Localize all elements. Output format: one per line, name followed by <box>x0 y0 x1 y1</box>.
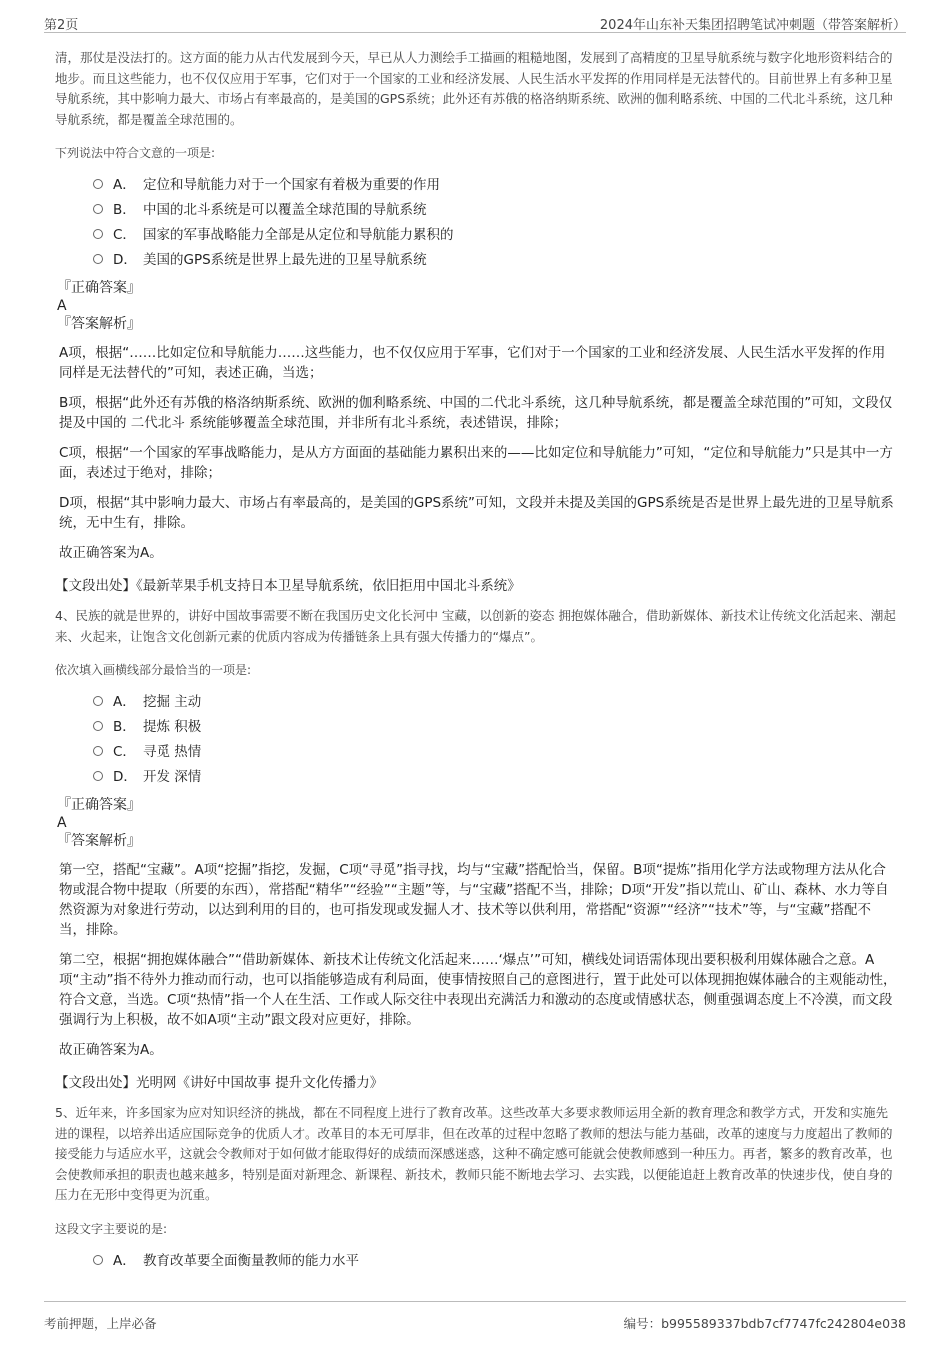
q3-options <box>93 173 897 273</box>
q5-option-a[interactable]: A． 教育改革要全面衡量教师的能力水平 <box>93 1249 897 1274</box>
q4-analysis-label: 『答案解析』 <box>57 833 141 849</box>
q4-option-a[interactable]: A． 挖掘 主动 <box>93 690 897 715</box>
radio-icon[interactable] <box>93 254 103 264</box>
document-id: 编号：b995589337bdb7cf7747fc242804e038 <box>623 1316 906 1331</box>
q3-source: 【文段出处】《最新苹果手机支持日本卫星导航系统，依旧拒用中国北斗系统》 <box>55 578 521 594</box>
q3-analysis-d: D项，根据“其中影响力最大、市场占有率最高的，是美国的GPS系统”可知，文段并未提及美国的GPS系统是否是世界上最先进的卫星导航系统，无中生有，排除。 <box>59 495 894 531</box>
q4-passage: 4、民族的就是世界的，讲好中国故事需要不断在我国历史文化长河中 宝藏，以创新的姿态 拥抱媒体融合，借助新媒体、新技术让传统文化活起来、潮起来、火起来，让饱含文化创新元素的优质内容成为传播链条上具有强大传播力的“爆点”。 <box>55 608 896 644</box>
page-number: 第2页 <box>44 18 79 33</box>
radio-icon[interactable] <box>93 771 103 781</box>
q4-conclusion: 故正确答案为A。 <box>59 1042 163 1058</box>
radio-icon[interactable] <box>93 179 103 189</box>
radio-icon[interactable] <box>93 721 103 731</box>
radio-icon[interactable] <box>93 1255 103 1265</box>
radio-icon[interactable] <box>93 746 103 756</box>
radio-icon[interactable] <box>93 229 103 239</box>
radio-icon[interactable] <box>93 696 103 706</box>
q3-question: 下列说法中符合文意的一项是: <box>55 146 216 160</box>
q4-answer: A <box>57 815 67 831</box>
q3-analysis-a: A项，根据“……比如定位和导航能力……这些能力，也不仅仅应用于军事，它们对于一个国家的工业和经济发展、人民生活水平发挥的作用同样是无法替代的”可知，表述正确，当选； <box>59 345 886 381</box>
document-title: 2024年山东补天集团招聘笔试冲刺题（带答案解析） <box>599 18 906 33</box>
page-header <box>44 10 906 33</box>
q5-options <box>93 1249 897 1274</box>
q5-question: 这段文字主要说的是: <box>55 1221 168 1236</box>
q3-option-d[interactable]: D． 美国的GPS系统是世界上最先进的卫星导航系统 <box>93 248 897 273</box>
q4-analysis-blank2: 第二空，根据“拥抱媒体融合”“借助新媒体、新技术让传统文化活起来……‘爆点’”可知，横线处词语需体现出要积极利用媒体融合之意。A项“主动”指不待外力推动而行动，也可以指能够造成有利局面，使事情按照自己的意图进行，置于此处可以体现拥抱媒体融合的主观能动性，符合文意，当选。C项“热情”指一个人在生活、工作或人际交往中表现出充满活力和激动的态度或情感状态，侧重强调态度上不冷漠，而文段强调行为上积极，故不如A项“主动”跟文段对应更好，排除。 <box>59 952 897 1028</box>
q3-answer: A <box>57 298 67 314</box>
q4-source: 【文段出处】光明网《讲好中国故事 提升文化传播力》 <box>55 1075 384 1091</box>
radio-icon[interactable] <box>93 204 103 214</box>
q4-question: 依次填入画横线部分最恰当的一项是: <box>55 663 252 677</box>
q5-passage: 5、近年来，许多国家为应对知识经济的挑战，都在不同程度上进行了教育改革。这些改革大多要求教师运用全新的教育理念和教学方式，开发和实施先进的课程，以培养出适应国际竞争的优质人才。改革目的本无可厚非，但在改革的过程中忽略了教师的想法与能力基础，改革的速度与力度超出了教师的接受能力与适应水平，这就会令教师对于如何做才能取得好的成绩而深感迷惑，这种不确定感可能就会使教师感到一种压力。再者，繁多的教育改革，也会使教师承担的职责也越来越多，特别是面对新理念、新课程、新技术，教师只能不断地去学习、去实践，以便能追赶上教育改革的快速步伐，使自身的压力在无形中变得更为沉重。 <box>55 1105 893 1202</box>
q3-option-b[interactable]: B． 中国的北斗系统是可以覆盖全球范围的导航系统 <box>93 198 897 223</box>
q3-analysis-b: B项，根据“此外还有苏俄的格洛纳斯系统、欧洲的伽利略系统、中国的二代北斗系统，这几种导航系统，都是覆盖全球范围的”可知，文段仅提及中国的 二代北斗 系统能够覆盖全球范围，并非所有北斗系统，表述错误，排除； <box>59 395 893 431</box>
q4-options <box>93 690 897 790</box>
q3-conclusion: 故正确答案为A。 <box>59 545 163 561</box>
q4-answer-label: 『正确答案』 <box>57 797 141 813</box>
footer-slogan: 考前押题，上岸必备 <box>44 1316 157 1331</box>
q4-analysis-blank1: 第一空，搭配“宝藏”。A项“挖掘”指挖，发掘，C项“寻觅”指寻找，均与“宝藏”搭配恰当，保留。B项“提炼”指用化学方法或物理方法从化合物或混合物中提取（所要的东西），常搭配“精华”“经验”“主题”等，与“宝藏”搭配不当，排除；D项“开发”指以荒山、矿山、森林、水力等自然资源为对象进行劳动，以达到利用的目的，也可指发现或发掘人才、技术等以供利用，常搭配“资源”“经济”“技术”等，与“宝藏”搭配不当，排除。 <box>59 862 889 938</box>
q3-option-a[interactable]: A． 定位和导航能力对于一个国家有着极为重要的作用 <box>93 173 897 198</box>
q3-answer-label: 『正确答案』 <box>57 280 141 296</box>
q4-option-d[interactable]: D． 开发 深情 <box>93 765 897 790</box>
q3-analysis-label: 『答案解析』 <box>57 316 141 332</box>
q4-option-c[interactable]: C． 寻觅 热情 <box>93 740 897 765</box>
q3-option-c[interactable]: C． 国家的军事战略能力全部是从定位和导航能力累积的 <box>93 223 897 248</box>
page-footer <box>44 1301 906 1330</box>
document-body <box>55 48 897 1280</box>
q3-passage: 清，那仗是没法打的。这方面的能力从古代发展到今天，早已从人力测绘手工描画的粗糙地图，发展到了高精度的卫星导航系统与数字化地形资料结合的地步。而且这些能力，也不仅仅应用于军事，它们对于一个国家的工业和经济发展、人民生活水平发挥的作用同样是无法替代的。目前世界上有多种卫星导航系统，其中影响力最大、市场占有率最高的，是美国的GPS系统；此外还有苏俄的格洛纳斯系统、欧洲的伽利略系统、中国的二代北斗系统，这几种导航系统，都是覆盖全球范围的。 <box>55 50 893 127</box>
q3-analysis-c: C项，根据“一个国家的军事战略能力，是从方方面面的基础能力累积出来的——比如定位和导航能力”可知，“定位和导航能力”只是其中一方面，表述过于绝对，排除； <box>59 445 893 481</box>
q4-option-b[interactable]: B． 提炼 积极 <box>93 715 897 740</box>
